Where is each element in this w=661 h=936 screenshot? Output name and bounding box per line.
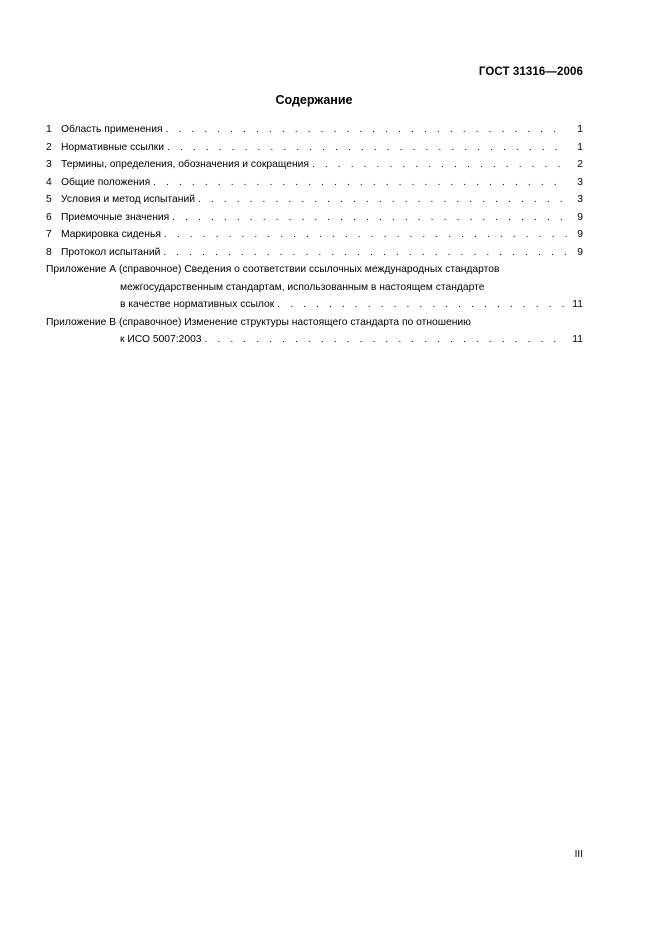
annex-title-line: Приложение В (справочное) Изменение структуры настоящего стандарта по отношению	[46, 316, 471, 328]
toc-annex-b[interactable]	[46, 314, 583, 349]
dot-leader	[164, 226, 567, 244]
toc-entry-page: 9	[577, 246, 583, 258]
dot-leader	[198, 191, 567, 209]
toc-entry-label: Условия и метод испытаний	[61, 194, 195, 205]
toc-entry-number: 5	[46, 194, 52, 205]
annex-title-last-line	[46, 296, 583, 314]
toc-entry-number: 3	[46, 159, 52, 170]
toc-entry-number: 8	[46, 246, 52, 258]
toc-entry-label: Общие положения	[61, 176, 151, 188]
annex-title-line: в качестве нормативных ссылок	[120, 299, 275, 310]
annex-title-last-line	[46, 331, 583, 349]
toc-entry-page: 3	[577, 176, 583, 188]
dot-leader	[172, 209, 567, 227]
toc-entry-number: 4	[46, 176, 52, 188]
toc-entry-5[interactable]	[46, 191, 583, 209]
toc-entry-number: 1	[46, 124, 52, 135]
dot-leader	[153, 174, 567, 192]
toc-entry-page: 11	[572, 334, 583, 345]
toc-entry-label: Маркировка сиденья	[61, 229, 161, 240]
toc-entry-number: 7	[46, 229, 52, 240]
toc-entry-page: 9	[577, 211, 583, 223]
toc-entry-3[interactable]	[46, 156, 583, 174]
toc-entry-label: Протокол испытаний	[61, 246, 161, 258]
toc-entry-2[interactable]	[46, 139, 583, 157]
toc-entry-label: Область применения	[61, 124, 163, 135]
dot-leader	[277, 296, 567, 314]
toc-entry-8[interactable]	[46, 244, 583, 262]
document-code: ГОСТ 31316—2006	[478, 66, 583, 78]
toc-title: Содержание	[275, 93, 353, 107]
toc-entry-6[interactable]	[46, 209, 583, 227]
toc-entry-1[interactable]	[46, 121, 583, 139]
toc-entry-page: 3	[577, 194, 583, 205]
page-number: III	[574, 849, 583, 860]
dot-leader	[205, 331, 567, 349]
toc-entry-page: 1	[577, 141, 583, 153]
annex-title-line: Приложение А (справочное) Сведения о соответствии ссылочных международных стандартов	[46, 264, 500, 275]
toc-entry-number: 6	[46, 211, 52, 223]
toc-entry-4[interactable]	[46, 174, 583, 192]
dot-leader	[312, 156, 567, 174]
dot-leader	[166, 121, 567, 139]
dot-leader	[167, 139, 567, 157]
toc-entry-page: 1	[577, 124, 583, 135]
toc-entry-page: 11	[572, 299, 583, 310]
toc-entry-number: 2	[46, 141, 52, 153]
toc-entry-label: Приемочные значения	[61, 211, 170, 223]
toc-entry-7[interactable]	[46, 226, 583, 244]
dot-leader	[163, 244, 567, 262]
toc-entry-page: 9	[577, 229, 583, 240]
toc-annex-a[interactable]	[46, 261, 583, 314]
table-of-contents	[46, 121, 583, 349]
annex-title-line: к ИСО 5007:2003	[120, 334, 202, 345]
toc-entry-label: Термины, определения, обозначения и сокращения	[61, 159, 309, 170]
toc-entry-label: Нормативные ссылки	[61, 141, 165, 153]
annex-title-line: межгосударственным стандартам, использованным в настоящем стандарте	[120, 281, 485, 293]
toc-entry-page: 2	[577, 159, 583, 170]
